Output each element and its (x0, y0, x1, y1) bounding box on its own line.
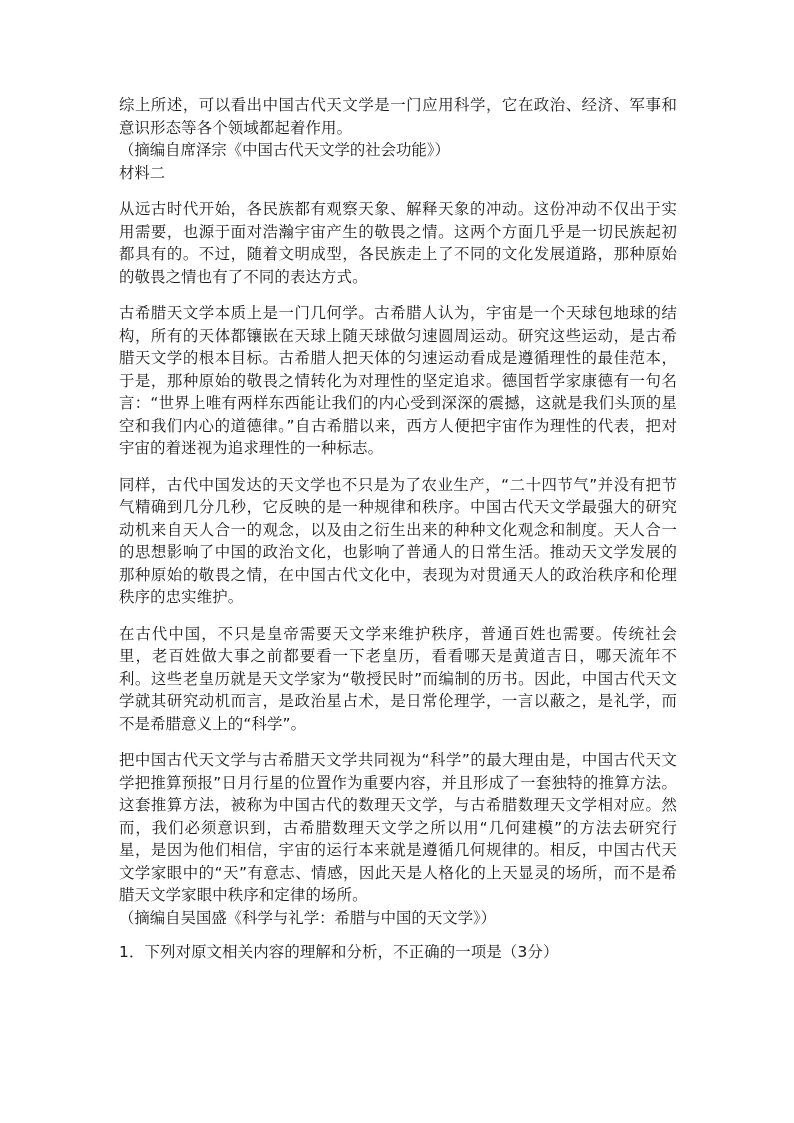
paragraph-1: 从远古时代开始，各民族都有观察天象、解释天象的冲动。这份冲动不仅出于实用需要，也源于面对浩瀚宇宙产生的敬畏之情。这两个方面几乎是一切民族起初都具有的。不过，随着文明成型，各民族走上了不同的文化发展道路，那种原始的敬畏之情也有了不同的表达方式。 (119, 200, 677, 286)
section-heading-material-2: 材料二 (119, 163, 166, 182)
paragraph-4: 在古代中国，不只是皇帝需要天文学来维护秩序，普通百姓也需要。传统社会里，老百姓做大事之前都要看一下老皇历，看看哪天是黄道吉日，哪天流年不利。这些老皇历就是天文学家为“敬授民时”而编制的历书。因此，中国古代天文学就其研究动机而言，是政治星占术，是日常伦理学，一言以蔽之，是礼学，而不是希腊意义上的“科学”。 (119, 624, 677, 733)
citation-1: （摘编自席泽宗《中国古代天文学的社会功能》） (119, 141, 450, 159)
question-1: 1．下列对原文相关内容的理解和分析，不正确的一项是（3分） (119, 943, 559, 961)
paragraph-3: 同样，古代中国发达的天文学也不只是为了农业生产，“二十四节气”并没有把节气精确到几分几秒，它反映的是一种规律和秩序。中国古代天文学最强大的研究动机来自天人合一的观念，以及由之衍生出来的种种文化观念和制度。天人合一的思想影响了中国的政治文化，也影响了普通人的日常生活。推动天文学发展的那种原始的敬畏之情，在中国古代文化中，表现为对贯通天人的政治秩序和伦理秩序的忠实维护。 (119, 475, 677, 606)
paragraph-2: 古希腊天文学本质上是一门几何学。古希腊人认为，宇宙是一个天球包地球的结构，所有的天体都镶嵌在天球上随天球做匀速圆周运动。研究这些运动，是古希腊天文学的根本目标。古希腊人把天体的匀速运动看成是遵循理性的最佳范本，于是，那种原始的敬畏之情转化为对理性的坚定追求。德国哲学家康德有一句名言：“世界上唯有两样东西能让我们的内心受到深深的震撼，这就是我们头顶的星空和我们内心的道德律。”自古希腊以来，西方人便把宇宙作为理性的代表，把对宇宙的着迷视为追求理性的一种标志。 (119, 304, 677, 457)
citation-2: （摘编自吴国盛《科学与礼学：希腊与中国的天文学》） (119, 908, 497, 927)
document-page (119, 94, 677, 964)
intro-paragraph: 综上所述，可以看出中国古代天文学是一门应用科学，它在政治、经济、军事和意识形态等各个领域都起着作用。 (119, 96, 677, 137)
paragraph-5: 把中国古代天文学与古希腊天文学共同视为“科学”的最大理由是，中国古代天文学把推算预报”日月行星的位置作为重要内容，并且形成了一套独特的推算方法。这套推算方法，被称为中国古代的数理天文学，与古希腊数理天文学相对应。然而，我们必须意识到，古希腊数理天文学之所以用“几何建模”的方法去研究行星，是因为他们相信，宇宙的运行本来就是遵循几何规律的。相反，中国古代天文学家眼中的“天”有意志、情感，因此天是人格化的上天显灵的场所，而不是希腊天文学家眼中秩序和定律的场所。 (119, 751, 677, 904)
